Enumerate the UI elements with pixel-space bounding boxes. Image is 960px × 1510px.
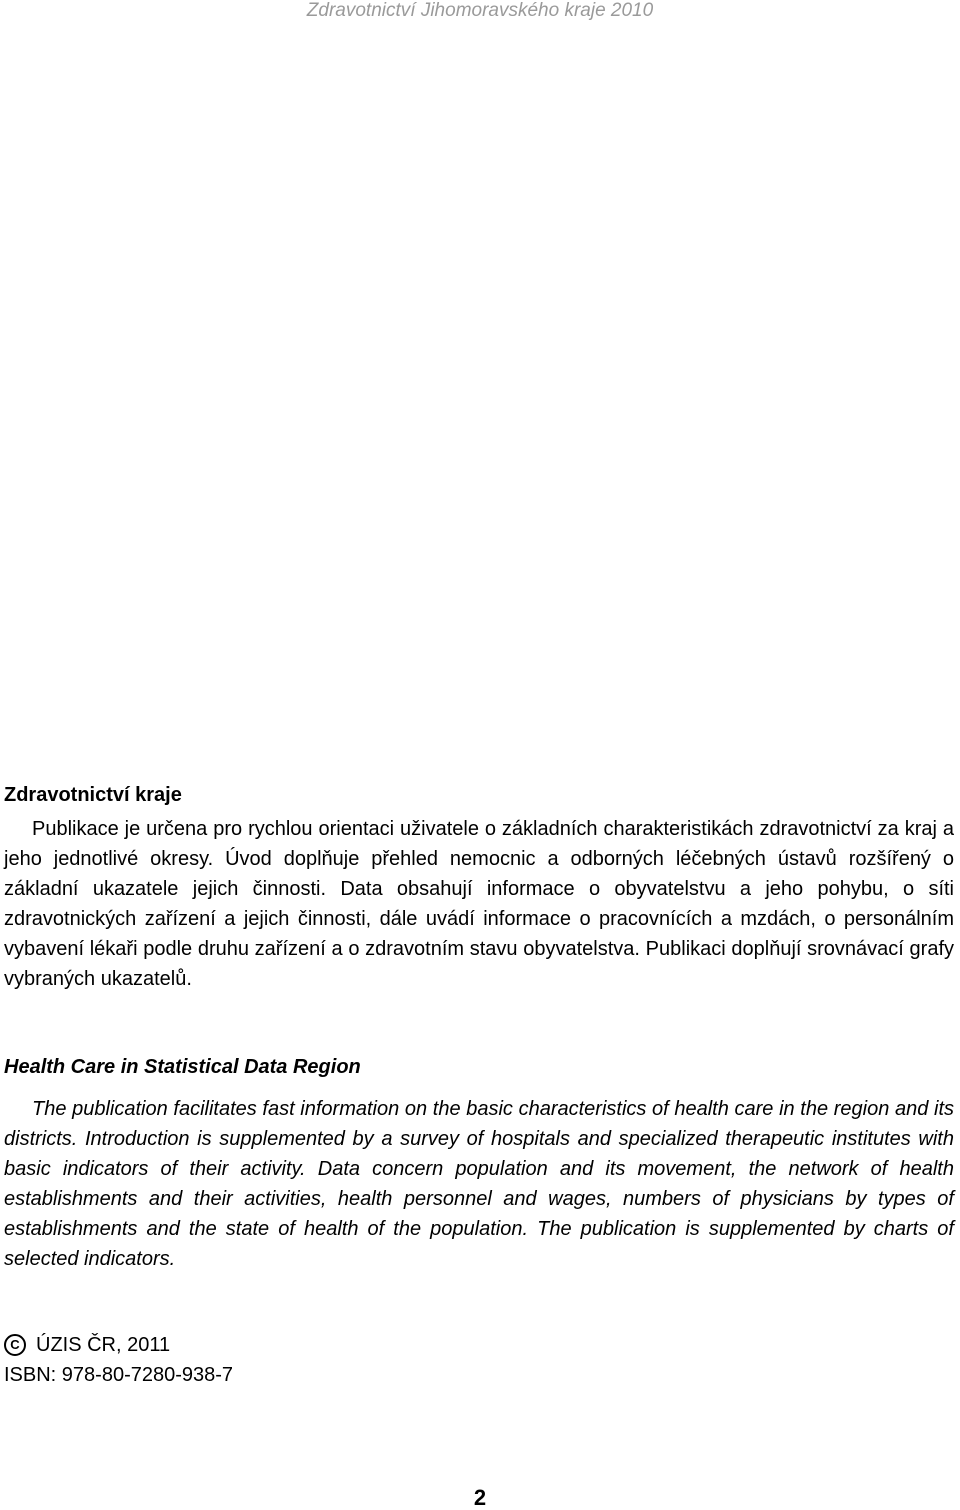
page-number: 2 [473, 1485, 487, 1510]
copyright-icon: C [4, 1334, 26, 1356]
section-paragraph-english: The publication facilitates fast information on the basic characteristics of health care in the region and its districts. Introduction is supplemented by a survey of hospitals and specialized therapeutic institutes with basic indicators of their activity. Data concern population and its movement, the network of health establishments and their activities, health personnel and wages, numbers of physicians by types of establishments and the state of health of the population. The publication is supplemented by charts of selected indicators. [4, 1098, 954, 1270]
isbn-text: ISBN: 978-80-7280-938-7 [4, 1364, 234, 1386]
section-heading-czech: Zdravotnictví kraje [4, 784, 182, 806]
copyright-text: ÚZIS ČR, 2011 [36, 1334, 171, 1356]
copyright-line [4, 1330, 233, 1360]
section-czech [4, 782, 954, 994]
running-header: Zdravotnictví Jihomoravského kraje 2010 [306, 0, 654, 21]
section-paragraph-czech: Publikace je určena pro rychlou orientaci uživatele o základních charakteristikách zdravotnictví za kraj a jeho jednotlivé okresy. Úvod doplňuje přehled nemocnic a odborných léčebných ústavů rozšířený o základní ukazatele jejich činnosti. Data obsahují informace o obyvatelstvu a jeho pohybu, o síti zdravotnických zařízení a jejich činnosti, dále uvádí informace o pracovnících a mzdách, o personálním vybavení lékaři podle druhu zařízení a o zdravotním stavu obyvatelstva. Publikaci doplňují srovnávací grafy vybraných ukazatelů. [4, 818, 954, 990]
section-english [4, 1054, 954, 1274]
section-heading-english: Health Care in Statistical Data Region [4, 1056, 361, 1078]
publication-meta [4, 1330, 233, 1390]
isbn-line [4, 1360, 233, 1390]
